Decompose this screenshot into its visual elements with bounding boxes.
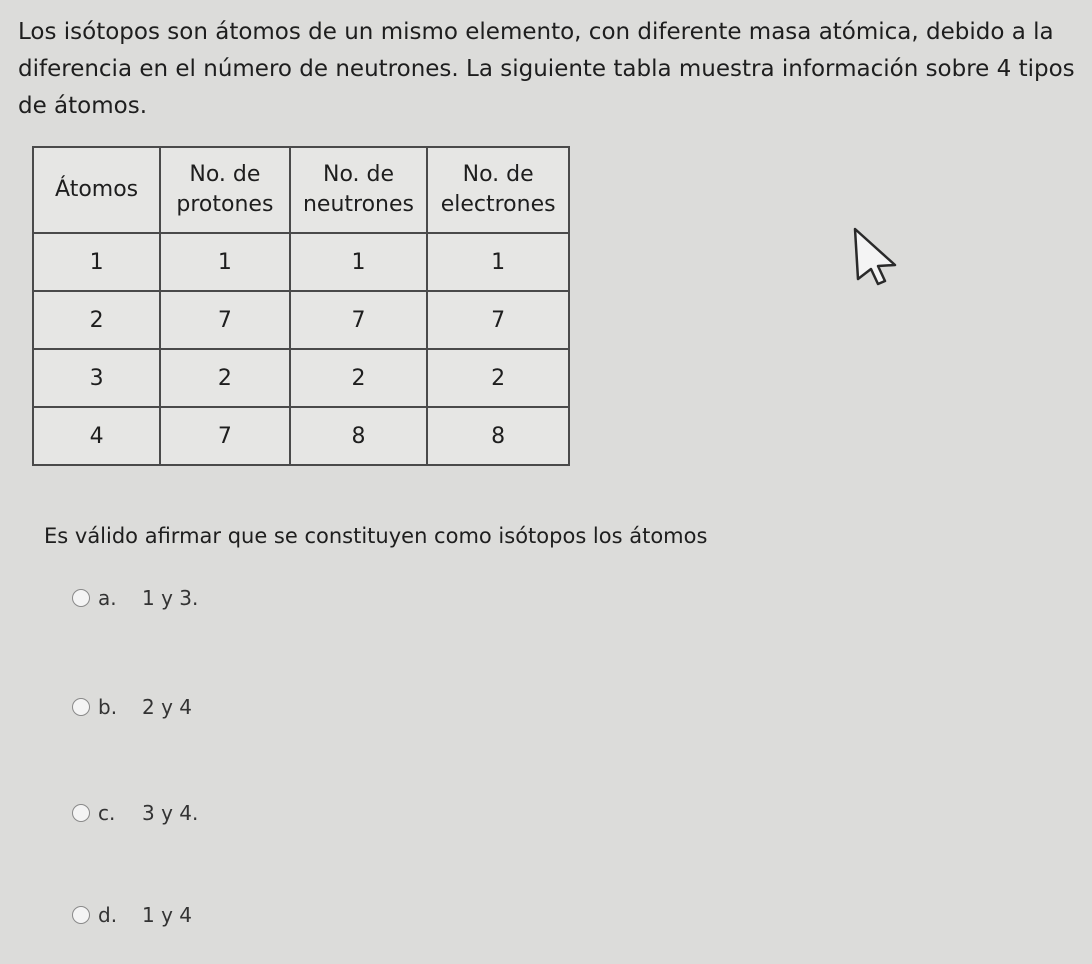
- cell-electrons: 2: [427, 349, 569, 407]
- option-b[interactable]: [72, 692, 192, 722]
- atoms-table: [32, 146, 570, 466]
- cell-electrons: 7: [427, 291, 569, 349]
- radio-button-icon[interactable]: [72, 698, 90, 716]
- option-letter: c.: [98, 801, 116, 825]
- cell-neutrons: 2: [290, 349, 428, 407]
- cell-atom: 2: [33, 291, 160, 349]
- header-protons: No. de protones: [160, 147, 290, 233]
- radio-button-icon[interactable]: [72, 906, 90, 924]
- cell-protons: 1: [160, 233, 290, 291]
- cell-neutrons: 1: [290, 233, 428, 291]
- cell-protons: 7: [160, 407, 290, 465]
- question-text: Es válido afirmar que se constituyen como isótopos los átomos: [44, 524, 708, 548]
- header-neutrons: No. de neutrones: [290, 147, 428, 233]
- table-header-row: [33, 147, 569, 233]
- cell-electrons: 8: [427, 407, 569, 465]
- header-atoms: Átomos: [33, 147, 160, 233]
- option-a[interactable]: [72, 583, 198, 613]
- header-electrons: No. de electrones: [427, 147, 569, 233]
- option-text: 1 y 4: [142, 903, 192, 927]
- intro-paragraph: Los isótopos son átomos de un mismo elemento, con diferente masa atómica, debido a la diferencia en el número de neutrones. La siguiente tabla muestra información sobre 4 tipos de átomos.: [18, 19, 1075, 119]
- cell-atom: 1: [33, 233, 160, 291]
- option-d[interactable]: [72, 900, 192, 930]
- option-c[interactable]: [72, 798, 198, 828]
- mouse-pointer-icon: [851, 225, 901, 287]
- radio-button-icon[interactable]: [72, 804, 90, 822]
- option-letter: d.: [98, 903, 118, 927]
- cell-electrons: 1: [427, 233, 569, 291]
- option-text: 3 y 4.: [142, 801, 199, 825]
- option-letter: a.: [98, 586, 117, 610]
- cell-atom: 3: [33, 349, 160, 407]
- table-row: [33, 233, 569, 291]
- table-row: [33, 407, 569, 465]
- table-row: [33, 349, 569, 407]
- radio-button-icon[interactable]: [72, 589, 90, 607]
- cell-neutrons: 7: [290, 291, 428, 349]
- cell-protons: 7: [160, 291, 290, 349]
- cell-atom: 4: [33, 407, 160, 465]
- option-letter: b.: [98, 695, 118, 719]
- option-text: 1 y 3.: [142, 586, 199, 610]
- option-text: 2 y 4: [142, 695, 192, 719]
- table-row: [33, 291, 569, 349]
- cell-protons: 2: [160, 349, 290, 407]
- cell-neutrons: 8: [290, 407, 428, 465]
